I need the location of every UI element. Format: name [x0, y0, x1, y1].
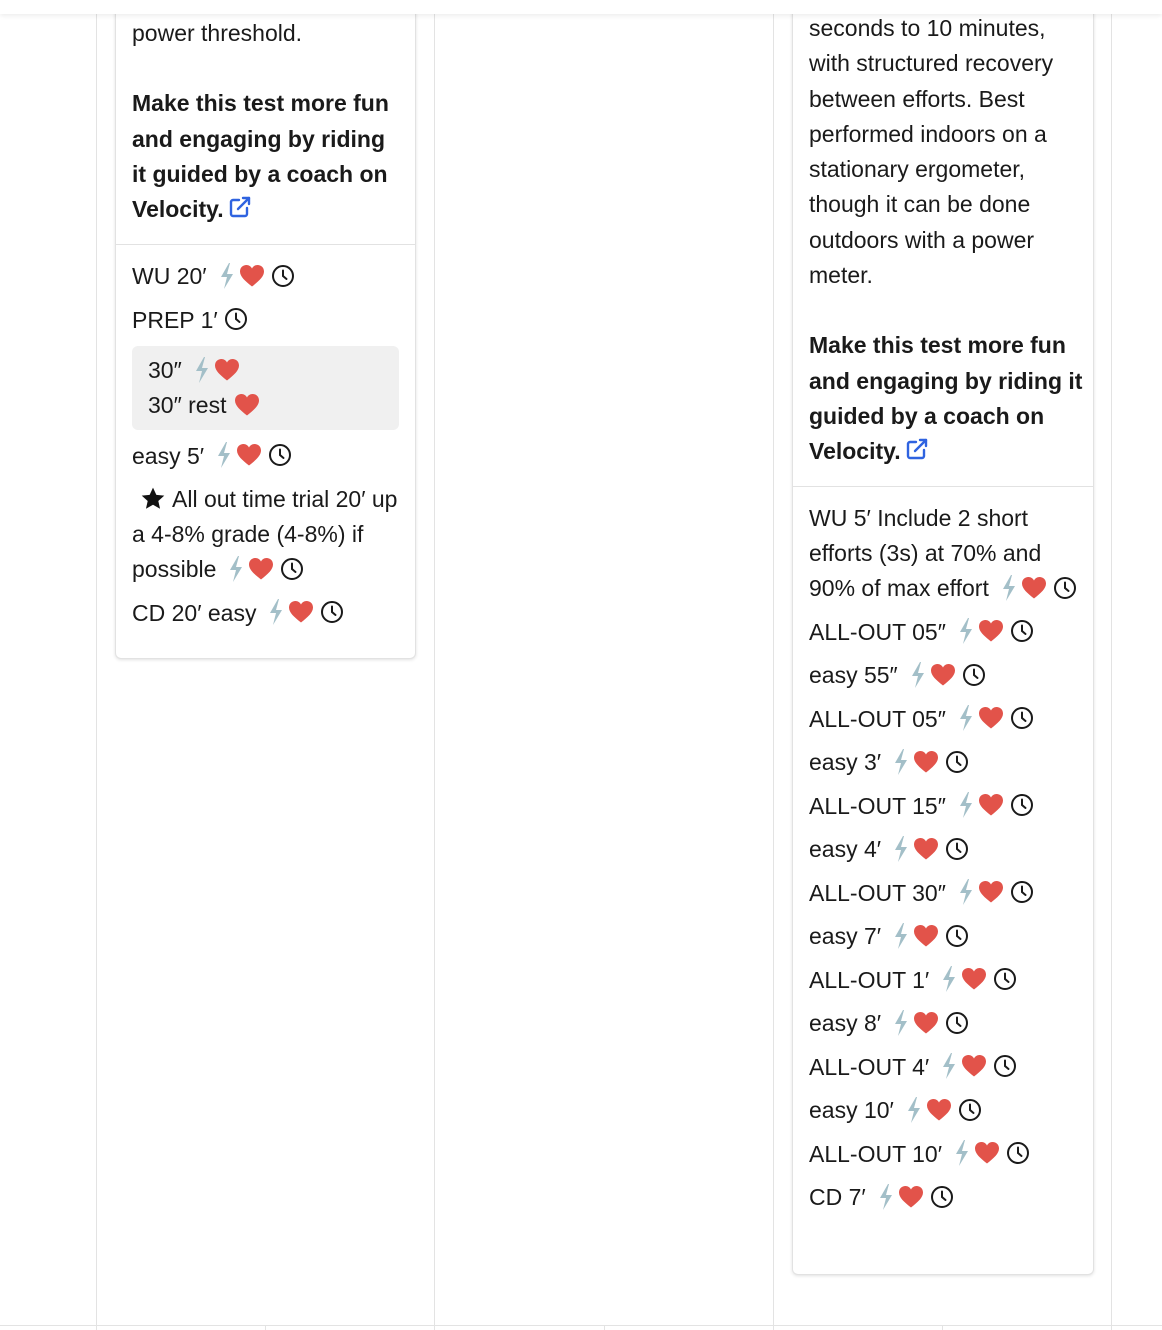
clock-icon: [320, 600, 344, 624]
workout-step: [132, 596, 403, 631]
clock-icon: [945, 750, 969, 774]
column-divider: [96, 0, 97, 1330]
star-icon: [140, 486, 166, 512]
velocity-link-text[interactable]: Make this test more fun and engaging by riding it guided by a coach on Velocity.: [132, 90, 389, 223]
workout-description: [116, 0, 415, 245]
step-label: WU 20′: [132, 263, 207, 289]
column-divider: [773, 0, 774, 1330]
velocity-link-text[interactable]: Make this test more fun and engaging by riding it guided by a coach on Velocity.: [809, 332, 1083, 465]
step-label: CD 20′ easy: [132, 599, 257, 626]
step-label: ALL-OUT 4′: [809, 1053, 930, 1080]
heart-rate-icon: [236, 443, 262, 467]
heart-rate-icon: [234, 393, 260, 417]
step-label: easy 4′: [809, 836, 882, 862]
step-label: ALL-OUT 05″: [809, 705, 946, 732]
workout-description: [793, 0, 1093, 487]
workout-step: [132, 439, 403, 474]
heart-rate-icon: [248, 557, 274, 581]
power-bolt-icon: [941, 1053, 957, 1079]
workout-step: [809, 1006, 1081, 1041]
power-bolt-icon: [941, 966, 957, 992]
workout-step: [809, 789, 1081, 824]
column-divider: [1111, 0, 1112, 1330]
workout-step: [809, 1093, 1081, 1128]
power-bolt-icon: [893, 923, 909, 949]
workout-card: [115, 0, 416, 659]
heart-rate-icon: [961, 967, 987, 991]
step-label: CD 7′: [809, 1184, 866, 1210]
workout-step: [132, 303, 403, 338]
heart-rate-icon: [930, 663, 956, 687]
workout-step: [809, 919, 1081, 954]
column-divider: [434, 0, 435, 1330]
step-label: easy 10′: [809, 1097, 894, 1123]
workout-step: [809, 963, 1081, 998]
step-label: easy 8′: [809, 1010, 882, 1036]
heart-rate-icon: [913, 1011, 939, 1035]
heart-rate-icon: [214, 358, 240, 382]
external-link-icon[interactable]: [228, 195, 252, 219]
step-label: easy 7′: [809, 923, 882, 949]
step-label: PREP 1′: [132, 306, 218, 333]
grid-tick: [942, 1325, 943, 1330]
power-bolt-icon: [958, 792, 974, 818]
workout-step: [809, 1050, 1081, 1085]
step-label: ALL-OUT 30″: [809, 879, 946, 906]
workout-step: [809, 832, 1081, 867]
power-bolt-icon: [878, 1184, 894, 1210]
clock-icon: [1010, 793, 1034, 817]
step-label: 30″: [148, 357, 182, 383]
clock-icon: [224, 307, 248, 331]
clock-icon: [945, 1011, 969, 1035]
heart-rate-icon: [974, 1141, 1000, 1165]
velocity-link[interactable]: [809, 328, 1083, 469]
heart-rate-icon: [1021, 576, 1047, 600]
step-label: ALL-OUT 15″: [809, 792, 946, 819]
clock-icon: [945, 924, 969, 948]
clock-icon: [1010, 619, 1034, 643]
clock-icon: [271, 264, 295, 288]
heart-rate-icon: [978, 880, 1004, 904]
heart-rate-icon: [978, 793, 1004, 817]
workout-steps: [809, 501, 1081, 1224]
velocity-link[interactable]: [132, 86, 405, 227]
power-bolt-icon: [958, 879, 974, 905]
power-bolt-icon: [893, 749, 909, 775]
workout-step: [132, 259, 403, 294]
workout-step: [809, 745, 1081, 780]
step-label: ALL-OUT 05″: [809, 618, 946, 645]
clock-icon: [993, 1054, 1017, 1078]
power-bolt-icon: [219, 263, 235, 289]
power-bolt-icon: [216, 442, 232, 468]
heart-rate-icon: [961, 1054, 987, 1078]
power-bolt-icon: [954, 1140, 970, 1166]
power-bolt-icon: [893, 836, 909, 862]
external-link-icon[interactable]: [905, 437, 929, 461]
clock-icon: [268, 443, 292, 467]
clock-icon: [945, 837, 969, 861]
clock-icon: [1053, 576, 1077, 600]
heart-rate-icon: [898, 1185, 924, 1209]
power-bolt-icon: [906, 1097, 922, 1123]
step-label: easy 5′: [132, 442, 205, 469]
workout-step: [809, 1180, 1081, 1215]
workout-card: [792, 0, 1094, 1275]
workout-step: [809, 658, 1081, 693]
row-divider: [0, 1325, 1162, 1326]
clock-icon: [930, 1185, 954, 1209]
step-label: All out time trial 20′ up a 4-8% grade (4-8%) if possible: [132, 486, 398, 582]
power-bolt-icon: [194, 357, 210, 383]
workout-step: [809, 1137, 1081, 1172]
step-label: ALL-OUT 10′: [809, 1140, 943, 1167]
heart-rate-icon: [978, 706, 1004, 730]
top-bar: [0, 0, 1162, 14]
description-text: power threshold.: [132, 20, 303, 46]
workout-step: [148, 388, 383, 423]
clock-icon: [958, 1098, 982, 1122]
grid-tick: [265, 1325, 266, 1330]
clock-icon: [1006, 1141, 1030, 1165]
heart-rate-icon: [926, 1098, 952, 1122]
workout-steps: [132, 259, 403, 639]
step-label: easy 55″: [809, 662, 898, 688]
workout-step: [809, 876, 1081, 911]
clock-icon: [1010, 706, 1034, 730]
heart-rate-icon: [978, 619, 1004, 643]
workout-step: [148, 353, 383, 388]
clock-icon: [962, 663, 986, 687]
heart-rate-icon: [288, 600, 314, 624]
step-label: easy 3′: [809, 749, 882, 775]
heart-rate-icon: [913, 750, 939, 774]
power-bolt-icon: [893, 1010, 909, 1036]
clock-icon: [1010, 880, 1034, 904]
clock-icon: [280, 557, 304, 581]
step-label: ALL-OUT 1′: [809, 966, 930, 993]
repeat-group: [132, 346, 399, 430]
workout-step: [809, 501, 1081, 606]
power-bolt-icon: [910, 662, 926, 688]
workout-step: [132, 482, 403, 587]
workout-step: [809, 702, 1081, 737]
power-bolt-icon: [268, 599, 284, 625]
power-bolt-icon: [958, 618, 974, 644]
heart-rate-icon: [913, 837, 939, 861]
step-label: WU 5′ Include 2 short efforts (3s) at 70% and 90% of max effort: [809, 505, 1042, 601]
clock-icon: [993, 967, 1017, 991]
description-text: seconds to 10 minutes, with structured recovery between efforts. Best performed indoors on a stationary ergometer, though it can be done outdoors with a power meter.: [809, 15, 1054, 289]
grid-tick: [604, 1325, 605, 1330]
power-bolt-icon: [1001, 575, 1017, 601]
heart-rate-icon: [913, 924, 939, 948]
step-label: 30″ rest: [148, 392, 227, 418]
power-bolt-icon: [228, 556, 244, 582]
heart-rate-icon: [239, 264, 265, 288]
power-bolt-icon: [958, 705, 974, 731]
workout-step: [809, 615, 1081, 650]
